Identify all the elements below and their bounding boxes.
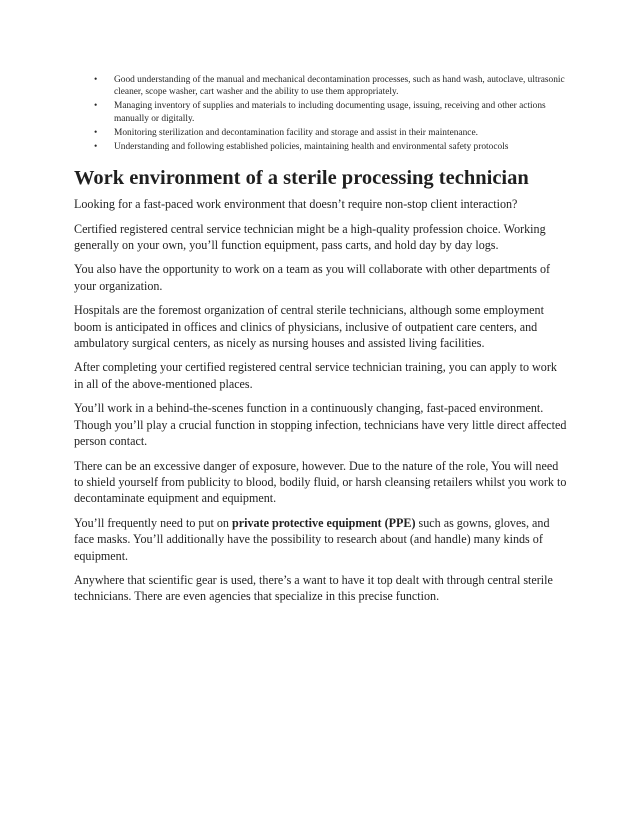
closing-paragraph: Anywhere that scientific gear is used, there’s a want to have it top dealt with through central sterile technicians. There are even agencies that specialize in this precise function. — [74, 572, 553, 604]
bullet-item — [74, 100, 568, 124]
paragraph: Certified registered central service technician might be a high-quality profession choice. Working generally on your own, you’ll function equipment, pass carts, and hold day by day logs. — [74, 221, 546, 253]
paragraph: Hospitals are the foremost organization of central sterile technicians, although some employment boom is anticipated in offices and clinics of physicians, inclusive of outpatient care centers, and ambulatory surgical centers, as nicely as nursing houses and assisted living facilities. — [74, 303, 544, 351]
bullet-text: Managing inventory of supplies and materials to including documenting usage, issuing, receiving and other actions manually or digitally. — [114, 101, 546, 124]
paragraph: After completing your certified registered central service technician training, you can apply to work in all of the above-mentioned places. — [74, 360, 557, 391]
ppe-bold-term: private protective equipment (PPE) — [232, 515, 416, 530]
bullet-text: Monitoring sterilization and decontamination facility and storage and assist in their maintenance. — [114, 127, 478, 138]
bullet-text: Good understanding of the manual and mechanical decontamination processes, such as hand wash, autoclave, ultrasonic cleaner, scope washer, cart washer and the ability to use them appropriately. — [114, 75, 565, 98]
bullet-icon: • — [94, 142, 98, 153]
skills-bullet-list — [74, 74, 568, 153]
bullet-item — [74, 74, 568, 98]
section-heading: Work environment of a sterile processing technician — [74, 167, 529, 190]
paragraph: You also have the opportunity to work on a team as you will collaborate with other departments of your organization. — [74, 262, 551, 293]
ppe-paragraph — [74, 515, 568, 564]
bullet-icon: • — [94, 127, 98, 138]
ppe-text-after: such as gowns, gloves, and face masks. You’ll additionally have the possibility to research about (and handle) many kinds of equipment. — [74, 515, 550, 563]
paragraph: There can be an excessive danger of exposure, however. Due to the nature of the role, You will need to shield yourself from publicity to blood, bodily fluid, or harsh cleansing retailers whilst you work to decontaminate equipment and equipment. — [74, 458, 567, 506]
bullet-icon: • — [94, 101, 98, 112]
ppe-text-before: You’ll frequently need to put on — [74, 515, 232, 530]
bullet-item — [74, 127, 568, 139]
paragraph: You’ll work in a behind-the-scenes function in a continuously changing, fast-paced environment. Though you’ll play a crucial function in stopping infection, technicians have very little direct affected person contact. — [74, 401, 567, 449]
paragraph: Looking for a fast-paced work environment that doesn’t require non-stop client interaction? — [74, 197, 518, 212]
bullet-icon: • — [94, 75, 98, 85]
bullet-item — [74, 141, 568, 153]
bullet-text: Understanding and following established policies, maintaining health and environmental safety protocols — [114, 142, 509, 153]
